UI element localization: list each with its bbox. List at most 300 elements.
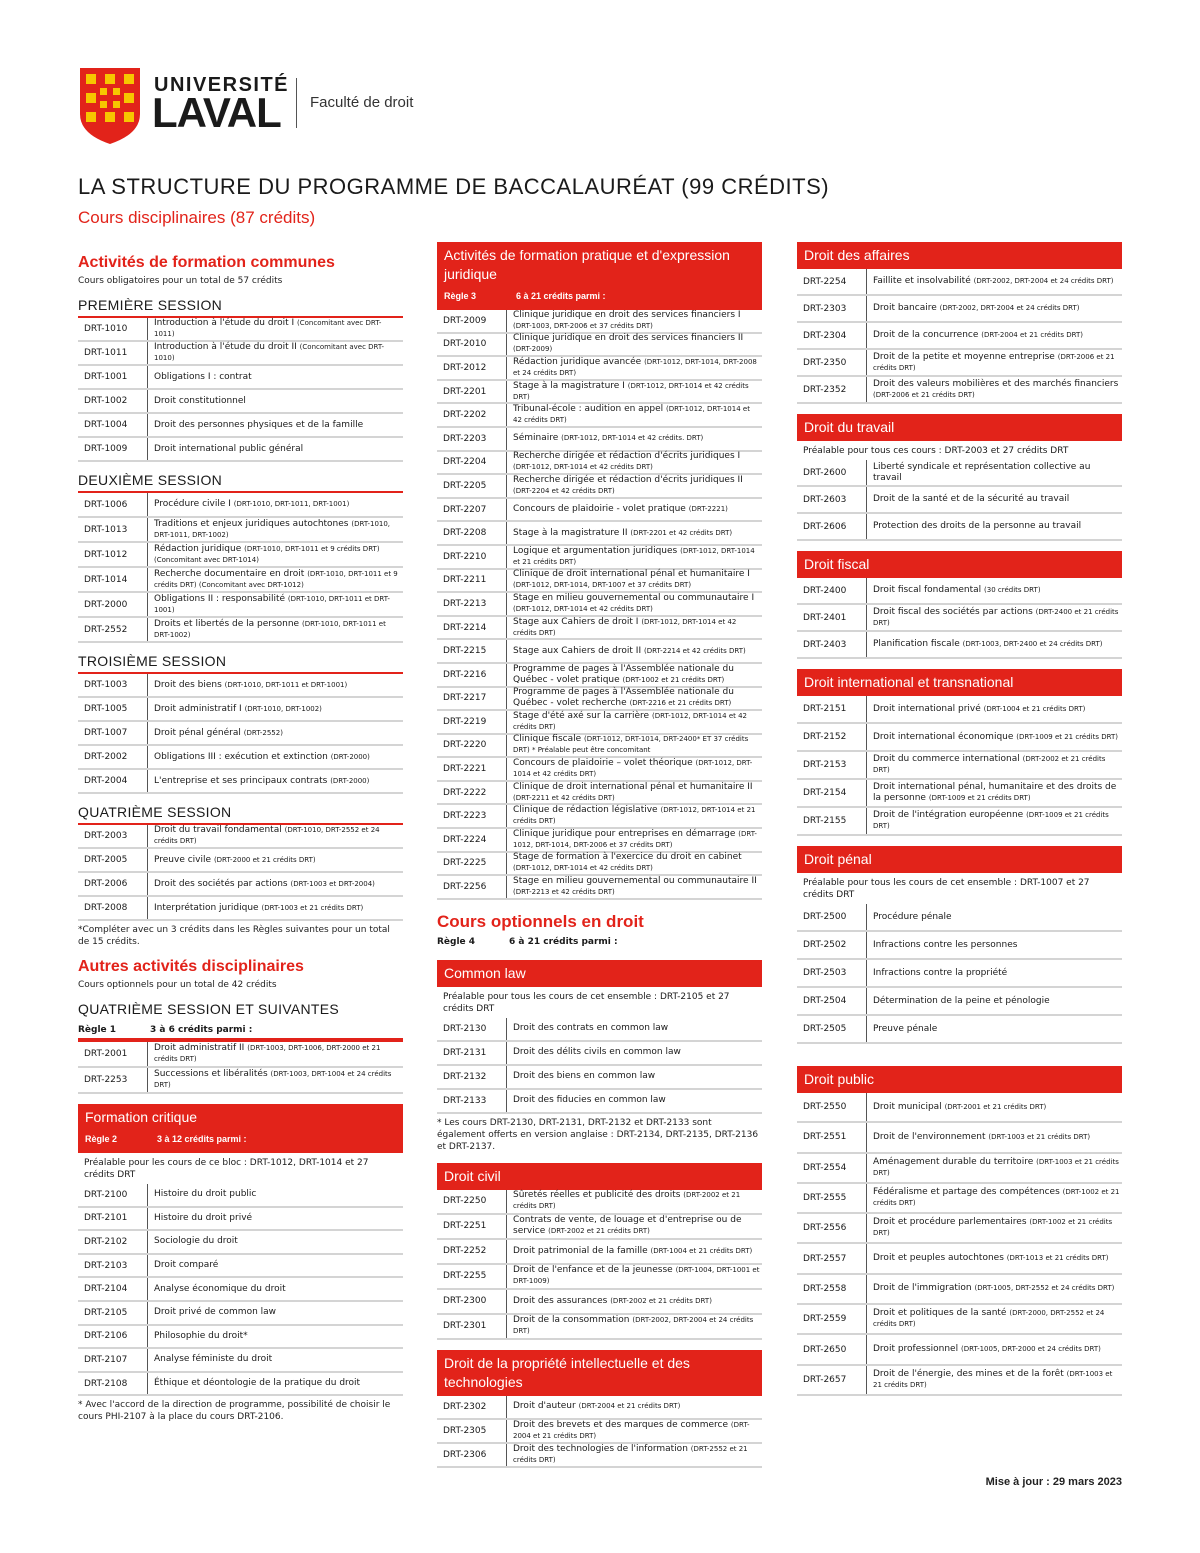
course-title-cell bbox=[148, 825, 403, 847]
course-title-cell bbox=[148, 444, 305, 455]
course-row bbox=[78, 1326, 403, 1350]
course-code: DRT-2207 bbox=[437, 499, 507, 521]
course-title: Droit administratif I bbox=[154, 703, 242, 714]
course-title: Sûretés réelles et publicité des droits bbox=[513, 1190, 681, 1201]
course-title: Concours de plaidoirie – volet théorique bbox=[513, 758, 693, 769]
course-row bbox=[78, 568, 403, 593]
course-row bbox=[797, 1335, 1122, 1365]
course-code: DRT-2133 bbox=[437, 1090, 507, 1112]
course-title-cell bbox=[867, 912, 954, 923]
course-title-cell bbox=[867, 303, 1082, 314]
column-middle bbox=[437, 242, 762, 1468]
course-row bbox=[797, 377, 1122, 404]
course-row bbox=[797, 1244, 1122, 1274]
course-prerequisite: (DRT-1002 et 21 crédits DRT) bbox=[873, 1188, 1120, 1208]
course-title: Droit de l'environnement bbox=[873, 1131, 986, 1142]
course-code: DRT-2306 bbox=[437, 1444, 507, 1466]
course-title-cell bbox=[148, 594, 403, 616]
course-title-cell bbox=[148, 1307, 278, 1318]
course-prerequisite: (DRT-2204 et 42 crédits DRT) bbox=[513, 486, 615, 495]
course-title: Clinique de droit international pénal et humanitaire I bbox=[513, 569, 750, 580]
course-code: DRT-1012 bbox=[78, 543, 148, 566]
section-bar-title: Droit international et transnational bbox=[804, 674, 1014, 690]
course-prerequisite: (DRT-1004 et 21 crédits DRT) bbox=[983, 704, 1086, 713]
course-code: DRT-2217 bbox=[437, 688, 507, 710]
course-title-cell bbox=[507, 1315, 762, 1337]
course-title: Droit des sociétés par actions bbox=[154, 878, 288, 889]
section-bar-title: Droit de la propriété intellectuelle et des technologies bbox=[444, 1354, 690, 1390]
course-prerequisite: (DRT-1004, DRT-1001 et DRT-1009) bbox=[513, 1266, 760, 1286]
course-prerequisite: (DRT-1013 et 21 crédits DRT) bbox=[1006, 1254, 1109, 1263]
course-table bbox=[437, 1190, 762, 1340]
course-title: Détermination de la peine et pénologie bbox=[873, 995, 1050, 1006]
course-title: Droit privé de common law bbox=[154, 1307, 277, 1318]
course-row bbox=[78, 770, 403, 794]
course-row bbox=[797, 724, 1122, 752]
course-title-cell bbox=[507, 1190, 762, 1212]
course-code: DRT-1006 bbox=[78, 493, 148, 516]
course-prerequisite: (DRT-1012, DRT-1014 et 42 crédits DRT) bbox=[513, 604, 653, 613]
course-title-cell bbox=[507, 687, 762, 709]
course-row bbox=[797, 960, 1122, 988]
course-prerequisite: (DRT-1012, DRT-1014 et 42 crédits DRT) bbox=[513, 463, 653, 472]
course-row bbox=[78, 414, 403, 438]
course-title: Clinique juridique en droit des services financiers I bbox=[513, 309, 741, 320]
course-title-cell bbox=[148, 1069, 403, 1091]
course-prerequisite: (DRT-1012, DRT-1014 et 21 crédits DRT) bbox=[513, 546, 755, 566]
course-code: DRT-2010 bbox=[437, 334, 507, 356]
course-title-cell bbox=[148, 903, 365, 914]
course-title: Stage d'été axé sur la carrière bbox=[513, 710, 650, 721]
course-title-cell bbox=[148, 879, 377, 890]
course-prerequisite: (DRT-1012, DRT-1014 et 42 crédits DRT) bbox=[513, 759, 753, 779]
course-title-cell bbox=[507, 829, 762, 851]
course-title: Programme de pages à l'Assemblée nationale du Québec - volet recherche bbox=[513, 687, 734, 709]
course-title-cell bbox=[867, 607, 1122, 629]
course-title-cell bbox=[507, 475, 762, 497]
course-title: Droit des contrats en common law bbox=[513, 1023, 669, 1034]
section-bar-title: Droit fiscal bbox=[804, 556, 870, 572]
course-title: Infractions contre les personnes bbox=[873, 939, 1018, 950]
course-row bbox=[437, 1265, 762, 1290]
course-title: Obligations III : exécution et extinction bbox=[154, 751, 328, 762]
course-code: DRT-2222 bbox=[437, 782, 507, 804]
course-title-cell bbox=[507, 1246, 754, 1257]
course-prerequisite: (DRT-1003 et DRT-2004) bbox=[290, 879, 375, 888]
course-row bbox=[78, 674, 403, 698]
course-title-cell bbox=[867, 1024, 939, 1035]
course-title: Procédure pénale bbox=[873, 911, 952, 922]
course-row bbox=[437, 758, 762, 782]
course-title: Droit de l'intégration européenne bbox=[873, 810, 1024, 820]
course-row bbox=[78, 897, 403, 921]
course-row bbox=[437, 452, 762, 476]
course-prerequisite: (DRT-2002 et 21 crédits DRT) bbox=[610, 1296, 712, 1305]
course-row bbox=[78, 493, 403, 518]
course-table bbox=[797, 696, 1122, 836]
course-title: Clinique de droit international pénal et humanitaire II bbox=[513, 781, 753, 792]
course-code: DRT-1009 bbox=[78, 438, 148, 460]
course-prerequisite: (DRT-2004 et 21 crédits DRT) bbox=[578, 1402, 681, 1411]
course-title-cell bbox=[867, 1132, 1092, 1143]
course-prerequisite: (DRT-1009 et 21 crédits DRT) bbox=[873, 811, 1109, 830]
course-code: DRT-1007 bbox=[78, 722, 148, 744]
course-prerequisite: (DRT-1012, DRT-1014 et 21 crédits DRT) bbox=[513, 806, 756, 826]
course-code: DRT-2106 bbox=[78, 1326, 148, 1348]
course-title: Stage aux Cahiers de droit II bbox=[513, 645, 642, 656]
course-code: DRT-2550 bbox=[797, 1093, 867, 1121]
course-title: Stage aux Cahiers de droit I bbox=[513, 616, 639, 627]
course-table bbox=[797, 1093, 1122, 1396]
course-title: Droit et peuples autochtones bbox=[873, 1253, 1004, 1264]
course-title-cell bbox=[867, 494, 1071, 505]
course-row bbox=[797, 269, 1122, 296]
course-prerequisite: (DRT-1010, DRT-1002) bbox=[244, 704, 322, 713]
course-title-cell bbox=[867, 1308, 1122, 1330]
course-prerequisite: (DRT-2009) bbox=[513, 345, 553, 354]
course-title: Histoire du droit privé bbox=[154, 1212, 253, 1223]
course-title: Droit des biens en common law bbox=[513, 1071, 656, 1082]
course-title: Aménagement durable du territoire bbox=[873, 1156, 1034, 1167]
course-row bbox=[797, 988, 1122, 1016]
course-row bbox=[78, 618, 403, 643]
course-table bbox=[78, 493, 403, 643]
course-title-cell bbox=[507, 1444, 762, 1466]
course-title: Interprétation juridique bbox=[154, 902, 259, 913]
course-prerequisite: (DRT-1005, DRT-2552 et 24 crédits DRT) bbox=[974, 1284, 1115, 1293]
course-title-cell bbox=[507, 593, 762, 615]
course-code: DRT-2152 bbox=[797, 724, 867, 750]
course-title: Concours de plaidoirie - volet pratique bbox=[513, 504, 686, 515]
course-title-cell bbox=[867, 782, 1122, 804]
course-title: Droit de l'immigration bbox=[873, 1283, 972, 1294]
course-title: Droit professionnel bbox=[873, 1344, 959, 1355]
course-row bbox=[78, 1349, 403, 1373]
note-text: Cours obligatoires pour un total de 57 crédits bbox=[78, 276, 283, 286]
course-row bbox=[797, 296, 1122, 323]
course-title-cell bbox=[867, 704, 1087, 715]
course-title: Liberté syndicale et représentation collective au travail bbox=[873, 461, 1091, 483]
course-row bbox=[797, 578, 1122, 605]
course-row bbox=[437, 805, 762, 829]
course-title-cell bbox=[507, 1047, 683, 1058]
course-title: Droit fiscal des sociétés par actions bbox=[873, 606, 1033, 617]
course-title-cell bbox=[507, 758, 762, 780]
course-row bbox=[78, 366, 403, 390]
course-row bbox=[437, 593, 762, 617]
logo-divider bbox=[296, 78, 297, 128]
rule-label: Règle 1 bbox=[78, 1025, 117, 1035]
course-row bbox=[437, 1420, 762, 1444]
course-code: DRT-2350 bbox=[797, 350, 867, 375]
rule-line bbox=[444, 287, 755, 306]
course-code: DRT-2606 bbox=[797, 514, 867, 539]
update-date: Mise à jour : 29 mars 2023 bbox=[985, 1476, 1122, 1488]
course-table bbox=[78, 318, 403, 462]
course-row bbox=[78, 1208, 403, 1232]
course-row bbox=[78, 873, 403, 897]
prerequisite-note: Préalable pour tous les cours de cet ensemble : DRT-1007 et 27 crédits DRT bbox=[803, 878, 1090, 900]
rule-text: 3 à 6 crédits parmi : bbox=[150, 1025, 253, 1035]
course-row bbox=[437, 1066, 762, 1090]
course-prerequisite: (DRT-2002 et 21 crédits DRT) bbox=[873, 755, 1106, 774]
course-prerequisite: (DRT-2002 et 21 crédits DRT) bbox=[548, 1227, 650, 1236]
course-title-cell bbox=[867, 379, 1122, 401]
course-code: DRT-2505 bbox=[797, 1016, 867, 1042]
section-bar bbox=[797, 551, 1122, 578]
course-prerequisite: (DRT-2004 et 21 crédits DRT) bbox=[513, 1420, 750, 1440]
course-code: DRT-2221 bbox=[437, 758, 507, 780]
course-code: DRT-2352 bbox=[797, 377, 867, 402]
course-title-cell bbox=[867, 1253, 1110, 1264]
course-code: DRT-2203 bbox=[437, 428, 507, 450]
course-table bbox=[797, 460, 1122, 541]
course-code: DRT-2559 bbox=[797, 1305, 867, 1333]
course-title-cell bbox=[507, 664, 762, 686]
course-title-cell bbox=[867, 521, 1083, 532]
course-code: DRT-2103 bbox=[78, 1255, 148, 1277]
course-row bbox=[797, 1093, 1122, 1123]
course-code: DRT-2400 bbox=[797, 578, 867, 603]
course-table bbox=[797, 269, 1122, 404]
course-prerequisite: (Concomitant avec DRT-1011) bbox=[154, 319, 382, 338]
course-code: DRT-2211 bbox=[437, 570, 507, 592]
course-code: DRT-2503 bbox=[797, 960, 867, 986]
course-title: Sociologie du droit bbox=[154, 1236, 238, 1247]
course-title-cell bbox=[148, 1284, 288, 1295]
course-row bbox=[437, 1042, 762, 1066]
course-title-cell bbox=[148, 728, 285, 739]
course-title-cell bbox=[148, 569, 403, 591]
course-title-cell bbox=[507, 876, 762, 898]
course-title-cell bbox=[148, 752, 372, 763]
course-title-cell bbox=[867, 1102, 1048, 1113]
course-title-cell bbox=[148, 1331, 250, 1342]
course-prerequisite: (DRT-2001 et 21 crédits DRT) bbox=[944, 1102, 1047, 1111]
prerequisite-note: Préalable pour les cours de ce bloc : DRT-1012, DRT-1014 et 27 crédits DRT bbox=[84, 1158, 369, 1180]
course-row bbox=[437, 428, 762, 452]
course-code: DRT-2005 bbox=[78, 849, 148, 871]
section-bar-title: Common law bbox=[444, 964, 526, 981]
course-title-cell bbox=[867, 462, 1122, 484]
course-title: Programme de pages à l'Assemblée nationale du Québec - volet pratique bbox=[513, 663, 734, 685]
course-title-cell bbox=[507, 1095, 668, 1106]
course-title: Droit fiscal fondamental bbox=[873, 585, 982, 595]
course-title-cell bbox=[867, 810, 1122, 832]
course-code: DRT-1010 bbox=[78, 318, 148, 340]
course-code: DRT-2225 bbox=[437, 853, 507, 875]
course-code: DRT-1005 bbox=[78, 698, 148, 720]
course-title-cell bbox=[148, 1043, 403, 1065]
course-row bbox=[437, 876, 762, 900]
course-code: DRT-2557 bbox=[797, 1244, 867, 1272]
section-bar-title: Droit civil bbox=[444, 1167, 501, 1184]
course-code: DRT-2215 bbox=[437, 640, 507, 662]
course-row bbox=[78, 1042, 403, 1068]
course-code: DRT-2301 bbox=[437, 1315, 507, 1338]
course-prerequisite: (DRT-2211 et 42 crédits DRT) bbox=[513, 793, 615, 802]
course-row bbox=[437, 570, 762, 594]
session-heading: DEUXIÈME SESSION bbox=[78, 472, 403, 493]
course-title-cell bbox=[867, 1217, 1122, 1239]
course-code: DRT-2105 bbox=[78, 1302, 148, 1324]
course-code: DRT-2555 bbox=[797, 1184, 867, 1212]
course-code: DRT-2130 bbox=[437, 1018, 507, 1040]
course-title: Droit pénal général bbox=[154, 727, 241, 738]
course-row bbox=[797, 605, 1122, 632]
course-title: Obligations II : responsabilité bbox=[154, 593, 286, 604]
course-title-cell bbox=[507, 1215, 762, 1237]
course-code: DRT-2504 bbox=[797, 988, 867, 1014]
course-row bbox=[437, 711, 762, 735]
course-prerequisite: (DRT-1012, DRT-1014 et 42 crédits. DRT) bbox=[561, 434, 704, 443]
course-prerequisite: (DRT-2002, DRT-2004 et 24 crédits DRT) bbox=[973, 277, 1114, 285]
section-bar bbox=[797, 669, 1122, 696]
course-prerequisite: (DRT-2221) bbox=[688, 505, 728, 514]
course-prerequisite: (DRT-1012, DRT-1014, DRT-2400* ET 37 crédits DRT) * Préalable peut être concomitant bbox=[513, 735, 749, 755]
course-title-cell bbox=[507, 1296, 714, 1307]
course-prerequisite: (DRT-1010, DRT-1011, DRT-1001) bbox=[233, 500, 350, 508]
course-title-cell bbox=[148, 420, 365, 431]
course-title: Droit des fiducies en common law bbox=[513, 1095, 666, 1106]
note-text: * Avec l'accord de la direction de programme, possibilité de choisir le cours PHI-2107 à la place du cours DRT-2106. bbox=[78, 1400, 391, 1423]
course-code: DRT-2502 bbox=[797, 932, 867, 958]
course-title: Rédaction juridique bbox=[154, 543, 242, 554]
course-code: DRT-2305 bbox=[437, 1420, 507, 1442]
course-row bbox=[78, 825, 403, 849]
rule-line bbox=[78, 1025, 403, 1040]
course-row bbox=[437, 664, 762, 688]
course-prerequisite: (DRT-1012, DRT-1014 et 42 crédits DRT) bbox=[513, 405, 750, 425]
course-title: Droit de la petite et moyenne entreprise bbox=[873, 351, 1055, 362]
course-prerequisite: (DRT-2214 et 42 crédits DRT) bbox=[643, 646, 746, 655]
course-code: DRT-2403 bbox=[797, 632, 867, 657]
course-row bbox=[797, 1154, 1122, 1184]
course-code: DRT-2657 bbox=[797, 1366, 867, 1394]
course-title: Éthique et déontologie de la pratique du droit bbox=[154, 1378, 361, 1389]
session-heading: QUATRIÈME SESSION ET SUIVANTES bbox=[78, 1001, 340, 1017]
course-title: Tribunal-école : audition en appel bbox=[513, 404, 664, 415]
section-bar-title: Formation critique bbox=[85, 1109, 198, 1125]
course-title-cell bbox=[867, 330, 1085, 341]
course-title: Stage de formation à l'exercice du droit en cabinet bbox=[513, 852, 742, 863]
course-title: Contrats de vente, de louage et d'entreprise ou de service bbox=[513, 1215, 742, 1237]
course-prerequisite: (DRT-2552) bbox=[243, 728, 283, 737]
course-title-cell bbox=[148, 342, 403, 364]
faculty-name: Faculté de droit bbox=[310, 94, 414, 111]
course-title-cell bbox=[867, 968, 1009, 979]
course-prerequisite: (DRT-1012, DRT-1014 et 42 crédits DRT) bbox=[513, 711, 748, 731]
course-code: DRT-2002 bbox=[78, 746, 148, 768]
course-title-cell bbox=[148, 1354, 274, 1365]
course-code: DRT-2201 bbox=[437, 381, 507, 403]
course-title-cell bbox=[507, 357, 762, 379]
course-row bbox=[78, 342, 403, 366]
course-title-cell bbox=[867, 940, 1019, 951]
course-title: L'entreprise et ses principaux contrats bbox=[154, 775, 328, 786]
section-bar-title: Droit pénal bbox=[804, 851, 872, 867]
course-prerequisite: (DRT-2000, DRT-2552 et 24 crédits DRT) bbox=[873, 1309, 1105, 1329]
rule-text: 6 à 21 crédits parmi : bbox=[516, 291, 606, 301]
course-title: Recherche documentaire en droit bbox=[154, 568, 305, 579]
course-title: Procédure civile I bbox=[154, 499, 231, 509]
course-title-cell bbox=[148, 1378, 362, 1389]
course-title: Stage en milieu gouvernemental ou communautaire II bbox=[513, 876, 757, 887]
course-row bbox=[437, 1215, 762, 1240]
course-title: Droit municipal bbox=[873, 1101, 942, 1112]
page-title: LA STRUCTURE DU PROGRAMME DE BACCALAURÉAT (99 CRÉDITS) bbox=[78, 174, 830, 199]
section-bar-title: Droit des affaires bbox=[804, 247, 910, 263]
course-code: DRT-2304 bbox=[797, 323, 867, 348]
rule-line bbox=[85, 1130, 396, 1149]
course-row bbox=[797, 632, 1122, 659]
course-title: Preuve pénale bbox=[873, 1023, 938, 1034]
course-code: DRT-2401 bbox=[797, 605, 867, 630]
course-title-cell bbox=[507, 404, 762, 426]
rule-text: 3 à 12 crédits parmi : bbox=[157, 1134, 247, 1144]
course-row bbox=[437, 1240, 762, 1265]
course-title: Analyse féministe du droit bbox=[154, 1354, 273, 1365]
course-prerequisite: (DRT-1005, DRT-2000 et 24 crédits DRT) bbox=[960, 1345, 1101, 1354]
course-code: DRT-2554 bbox=[797, 1154, 867, 1182]
course-code: DRT-2208 bbox=[437, 522, 507, 544]
course-row bbox=[797, 323, 1122, 350]
universite-laval-logo bbox=[78, 66, 438, 148]
rule-text: 6 à 21 crédits parmi : bbox=[509, 936, 618, 947]
course-code: DRT-2224 bbox=[437, 829, 507, 851]
course-row bbox=[797, 460, 1122, 487]
course-row bbox=[78, 1373, 403, 1397]
course-code: DRT-2256 bbox=[437, 876, 507, 898]
course-row bbox=[437, 1090, 762, 1114]
course-row bbox=[78, 593, 403, 618]
course-title-cell bbox=[148, 1260, 220, 1271]
course-prerequisite: (DRT-1003 et 21 crédits DRT) bbox=[261, 903, 364, 912]
session-heading: PREMIÈRE SESSION bbox=[78, 297, 403, 318]
course-row bbox=[437, 829, 762, 853]
course-row bbox=[437, 1315, 762, 1340]
course-title-cell bbox=[507, 1023, 670, 1034]
course-prerequisite: (DRT-1003, DRT-2006 et 37 crédits DRT) bbox=[513, 321, 653, 330]
course-row bbox=[437, 1444, 762, 1468]
course-title: Droit international public général bbox=[154, 443, 304, 454]
course-title: Droit constitutionnel bbox=[154, 395, 246, 406]
course-prerequisite: (DRT-2213 et 42 crédits DRT) bbox=[513, 888, 615, 897]
course-prerequisite: (DRT-1010, DRT-1011 et DRT-1001) bbox=[224, 680, 348, 689]
course-title: Faillite et insolvabilité bbox=[873, 276, 971, 286]
course-title-cell bbox=[148, 855, 318, 866]
course-row bbox=[797, 1305, 1122, 1335]
section-heading: Autres activités disciplinaires bbox=[78, 958, 304, 975]
course-title: Droit de la concurrence bbox=[873, 330, 979, 340]
course-title: Protection des droits de la personne au travail bbox=[873, 521, 1082, 531]
course-row bbox=[78, 746, 403, 770]
course-code: DRT-2000 bbox=[78, 593, 148, 616]
course-title-cell bbox=[148, 318, 403, 340]
prerequisite-note: Préalable pour tous ces cours : DRT-2003 et 27 crédits DRT bbox=[803, 446, 1069, 456]
course-title: Droit des brevets et des marques de commerce bbox=[513, 1419, 729, 1430]
course-title-cell bbox=[507, 310, 762, 332]
course-row bbox=[797, 1016, 1122, 1044]
rule-label: Règle 4 bbox=[437, 936, 476, 947]
course-title-cell bbox=[867, 996, 1052, 1007]
course-title: Droit d'auteur bbox=[513, 1401, 576, 1412]
course-title: Droit et politiques de la santé bbox=[873, 1308, 1007, 1319]
course-prerequisite: (DRT-1003 et 21 crédits DRT) bbox=[988, 1132, 1091, 1141]
course-row bbox=[78, 849, 403, 873]
course-code: DRT-2012 bbox=[437, 357, 507, 379]
course-code: DRT-2155 bbox=[797, 808, 867, 834]
